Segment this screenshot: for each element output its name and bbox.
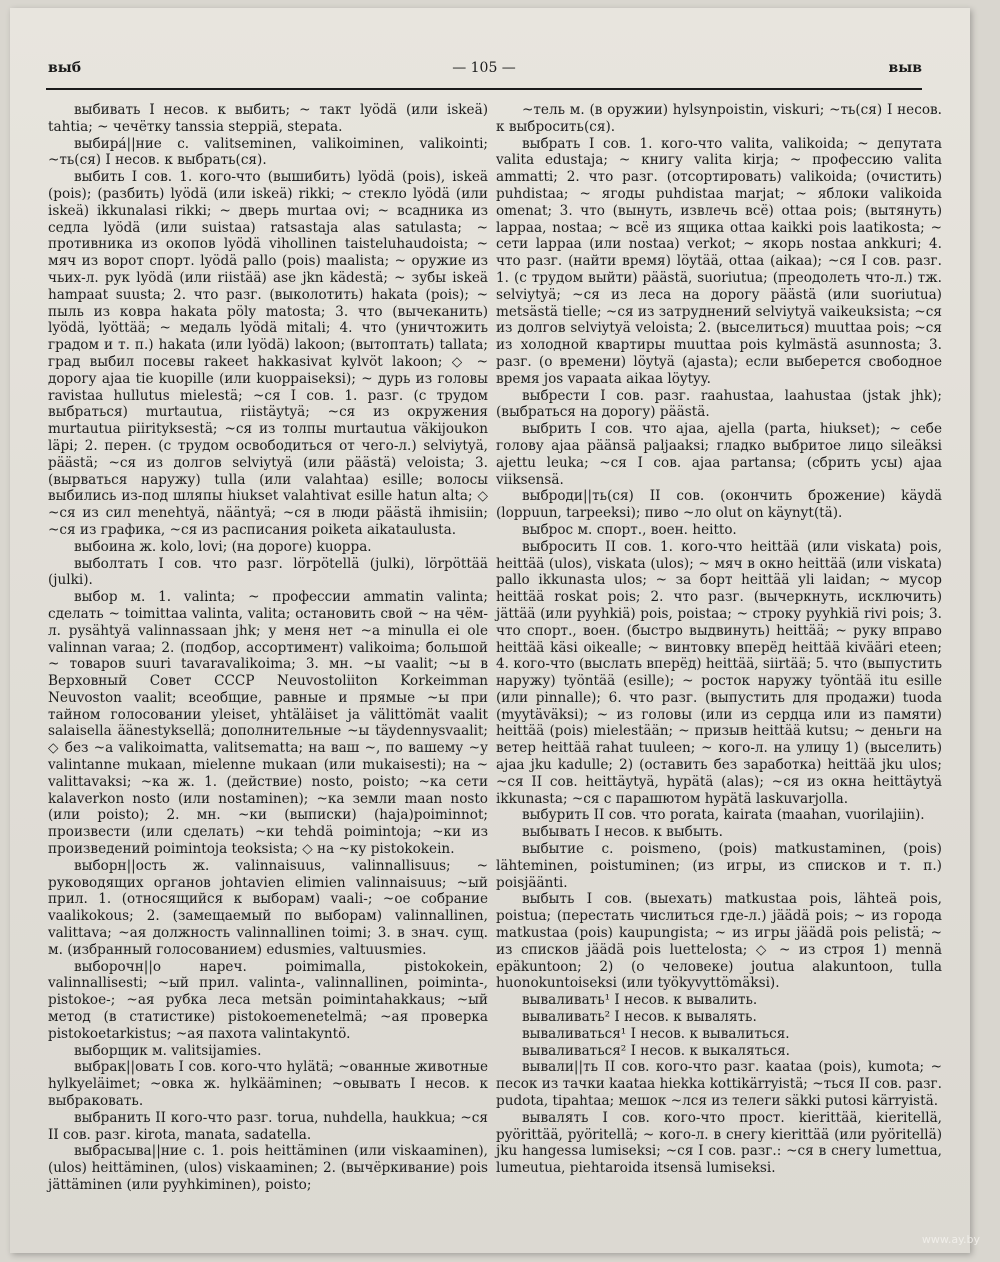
dictionary-entry: выбранить II кого-что разг. torua, nuhdella, haukkua; ~ся II сов. разг. kirota, manata, sadatella.	[48, 1109, 488, 1143]
dictionary-entry: выбира́||ние с. valitseminen, valikoiminen, valikointi; ~ть(ся) I несов. к выбрать(ся).	[48, 135, 488, 169]
dictionary-entry: выбыть I сов. (выехать) matkustaa pois, lähteä pois, poistua; (перестать числиться где-л.) jäädä pois; ~ из города matkustaa (pois) kaupungista; ~ из игры jäädä pois pelistä; ~ из списков jäädä pois luettelosta; ◇ ~ из строя 1) mennä epäkuntoon; 2) (о человеке) joutua alakuntoon, tulla huonokuntoiseksi (или työkyvyttömäksi).	[496, 891, 942, 992]
dictionary-entry: вываливать² I несов. к вывалять.	[522, 1009, 757, 1026]
dictionary-entry: вываливаться² I несов. к выкаляться.	[522, 1042, 790, 1059]
dictionary-entry: выбрасыва||ние с. 1. pois heittäminen (или viskaaminen), (ulos) heittäminen, (ulos) viskaaminen; 2. (вычёркивание) pois jättäminen (или pyyhkiminen), poisto;	[48, 1143, 488, 1193]
dictionary-entry: выбрести I сов. разг. raahustaa, laahustaa (jstak jhk); (выбраться на дорогу) päästä.	[496, 387, 942, 421]
dictionary-entry: выборочн||о нареч. poimimalla, pistokokein, valinnallisesti; ~ый прил. valinta-, valinnallinen, poiminta-, pistokoe-; ~ая рубка леса metsän poimintahakkaus; ~ый метод (в статистике) pistokoemenetelmä; ~ая проверка pistokoetarkistus; ~ая пахота valintakyntö.	[48, 958, 488, 1042]
page-number: — 105 —	[452, 60, 516, 76]
dictionary-entry: вывалять I сов. кого-что прост. kierittää, kieritellä, pyörittää, pyöritellä; ~ кого-л. в снегу kierittää (или pyöritellä) jku hangessa lumiseksi; ~ся I сов. разг.: ~ся в снегу lumettua, lumeutua, piehtaroida itsensä lumiseksi.	[496, 1109, 942, 1177]
dictionary-entry: ~тель м. (в оружии) hylsynpoistin, viskuri; ~ть(ся) I несов. к выбросить(ся).	[496, 102, 942, 135]
dictionary-entry: выброс м. спорт., воен. heitto.	[522, 521, 737, 538]
dictionary-entry: выборн||ость ж. valinnaisuus, valinnallisuus; ~ руководящих органов johtavien elimien valinnaisuus; ~ый прил. 1. (относящийся к выборам) vaali-; ~ое собрание vaalikokous; 2. (замещаемый по выборам) valinnallinen, valittava; ~ая должность valinnallinen toimi; 3. в знач. сущ. м. (избранный голосованием) edusmies, valtuusmies.	[48, 857, 489, 958]
dictionary-entry: выбрать I сов. 1. кого-что valita, valikoida; ~ депутата valita edustaja; ~ книгу valita kirja; ~ профессию valita ammatti; 2. что разг. (отсортировать) valikoida; (очистить) puhdistaa; ~ ягоды puhdistaa marjat; ~ яблоки valikoida omenat; 3. что (вынуть, извлечь всё) ottaa pois; (вытянуть) lappaa, nostaa; ~ всё из ящика ottaa kaikki pois laatikosta; ~ сети lappaa (или nostaa) verkot; ~ якорь nostaa ankkuri; 4. что разг. (найти время) löytää, ottaa (aikaa); ~ся I сов. разг. 1. (с трудом выйти) päästä, suoriutua; (преодолеть что-л.) тж. selviytyä; ~ся из леса на дорогу päästä (или suoriutua) metsästä tielle; ~ся из затруднений selviytyä vaikeuksista; ~ся из долгов selviytyä veloista; 2. (выселиться) muuttaa pois; ~ся из холодной квартиры muuttaa pois kylmästä asunnosta; 3. разг. (о времени) löytyä (ajasta); если выберется свободное время jos vapaata aikaa löytyy.	[496, 135, 942, 387]
header-left-guide-word: выб	[48, 60, 82, 76]
dictionary-entry: выбросить II сов. 1. кого-что heittää (или viskata) pois, heittää (ulos), viskata (ulos); ~ мяч в окно heittää (или viskata) pallo ikkunasta ulos; ~ за борт heittää yli laidan; ~ мусор heittää roskat pois; 2. что разг. (вычеркнуть, исключить) jättää (или pyyhkiä) pois, poistaa; ~ строку pyyhkiä rivi pois; 3. что спорт., воен. (быстро выдвинуть) heittää; ~ руку вправо heittää käsi oikealle; ~ винтовку вперёд heittää kivääri eteen; 4. кого-что (выслать вперёд) heittää, siirtää; 5. что (выпустить наружу) työntää (esille); ~ росток наружу työntää itu esille (или pinnalle); 6. что разг. (выпустить для продажи) tuoda (myytäväksi); ~ из головы (или из сердца или из памяти) heittää (pois) mielestään; ~ призыв heittää kutsu; ~ деньги на ветер heittää rahat tuuleen; ~ кого-л. на улицу 1) (выселить) ajaa jku kadulle; 2) (оставить без заработка) heittää jku ulos; ~ся II сов. heittäytyä, hypätä (alas); ~ся из окна heittäytyä ikkunasta; ~ся с парашютом hypätä laskuvarjolla.	[496, 538, 942, 807]
dictionary-entry: выболтать I сов. что разг. lörpötellä (julki), lörpöttää (julki).	[48, 555, 488, 589]
right-column	[496, 102, 942, 1177]
dictionary-entry: вываливать¹ I несов. к вывалить.	[522, 992, 758, 1009]
header-right-guide-word: выв	[888, 60, 922, 76]
dictionary-entry: выбоина ж. kolo, lovi; (на дороге) kuoppa.	[74, 538, 372, 555]
dictionary-entry: выбивать I несов. к выбить; ~ такт lyödä (или iskeä) tahtia; ~ чечётку tanssia steppiä, stepata.	[48, 102, 488, 135]
dictionary-entry: выброди||ть(ся) II сов. (окончить брожение) käydä (loppuun, tarpeeksi); пиво ~ло olut on käynyt(tä).	[496, 488, 942, 522]
dictionary-entry: вывали||ть II сов. кого-что разг. kaataa (pois), kumota; ~ песок из тачки kaataa hiekka kottikärryistä; ~ться II сов. разг. pudota, tipahtaa; мешок ~лся из телеги säkki putosi kärryistä.	[496, 1059, 942, 1110]
dictionary-entry: выбор м. 1. valinta; ~ профессии ammatin valinta; сделать ~ toimittaa valinta, valita; остановить свой ~ на чём-л. pysähtyä valinnassaan jhk; у меня нет ~а minulla ei ole valinnan varaa; 2. (подбор, ассортимент) valikoima; большой ~ товаров suuri tavaravalikoima; 3. мн. ~ы vaalit; ~ы в Верховный Совет СССР Neuvostoliiton Korkeimman Neuvoston vaalit; всеобщие, равные и прямые ~ы при тайном голосовании yleiset, yhtäläiset ja välittömät vaalit salaisella äänestyksellä; дополнительные ~ы täydennysvaalit; ◇ без ~а valikoimatta, valitsematta; на ваш ~, по вашему ~у valintanne mukaan, mielenne mukaan (или mukaisesti); на ~ valittavaksi; ~ка ж. 1. (действие) nosto, poisto; ~ка сети kalaverkon nosto (или nostaminen); ~ка земли maan nosto (или poisto); 2. мн. ~ки (выписки) (haja)poiminnot; произвести (или сделать) ~ки tehdä poimintoja; ~ки из произведений poimintoja teoksista; ◇ на ~ку pistokokein.	[48, 589, 488, 858]
dictionary-entry: выбытие с. poismeno, (pois) matkustaminen, (pois) lähteminen, poistuminen; (из игры, из списков и т. п.) poisjäänti.	[496, 841, 942, 891]
dictionary-page	[10, 8, 970, 1253]
dictionary-entry: выбурить II сов. что porata, kairata (maahan, vuorilajiin).	[522, 807, 925, 824]
dictionary-entry: вываливаться¹ I несов. к вывалиться.	[522, 1025, 790, 1042]
dictionary-entry: выбрак||овать I сов. кого-что hylätä; ~ованные животные hylkyeläimet; ~овка ж. hylkääminen; ~овывать I несов. к выбраковать.	[48, 1059, 488, 1110]
dictionary-entry: выбывать I несов. к выбыть.	[522, 824, 723, 841]
left-column	[48, 102, 488, 1194]
dictionary-entry: выбрить I сов. что ajaa, ajella (parta, hiukset); ~ себе голову ajaa päänsä paljaaksi; гладко выбритое лицо sileäksi ajettu leuka; ~ся I сов. ajaa partansa; (сбрить усы) ajaa viiksensä.	[496, 421, 942, 488]
page-header	[46, 60, 922, 90]
dictionary-entry: выбить I сов. 1. кого-что (вышибить) lyödä (pois), iskeä (pois); (разбить) lyödä (или iskeä) rikki; ~ стекло lyödä (или iskeä) ikkunalasi rikki; ~ дверь murtaa ovi; ~ всадника из седла lyödä (или suistaa) ratsastaja alas satulasta; ~ противника из окопов lyödä vihollinen taisteluhaudoista; ~ мяч из ворот спорт. lyödä pallo (pois) maalista; ~ оружие из чьих-л. рук lyödä (или riistää) ase jkn kädestä; ~ зубы iskeä hampaat suusta; 2. что разг. (выколотить) hakata (pois); ~ пыль из ковра hakata pöly matosta; 3. что (вычеканить) lyödä, lyöttää; ~ медаль lyödä mitali; 4. что (уничтожить градом и т. п.) hakata (или lyödä) lakoon; (вытоптать) tallata; град выбил посевы rakeet hakkasivat kylvöt lakoon; ◇ ~ дорогу ajaa tie kuopille (или kuoppaiseksi); ~ дурь из головы ravistaa hullutus mielestä; ~ся I сов. 1. разг. (с трудом выбраться) murtautua, riistäytyä; ~ся из окружения murtautua piirityksestä; ~ся из толпы murtautua väkijoukon läpi; 2. перен. (с трудом освободиться от чего-л.) selviytyä, päästä; ~ся из долгов selviytyä (или päästä) veloista; 3. (вырваться наружу) tulla (или valahtaa) esille; волосы выбились из-под шляпы hiukset valahtivat esille hatun alta; ◇ ~ся из сил menehtyä, nääntyä; ~ся в люди päästä ihmisiin; ~ся из графика, ~ся из расписания poiketa aikataulusta.	[48, 169, 488, 538]
watermark: www.ay.by	[921, 1233, 980, 1246]
dictionary-entry: выборщик м. valitsijamies.	[74, 1042, 262, 1059]
